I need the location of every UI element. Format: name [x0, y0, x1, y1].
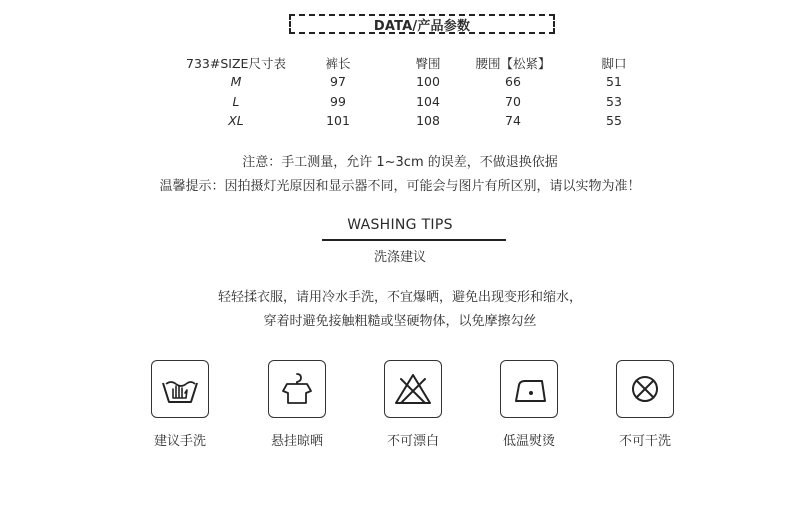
care-label: 低温熨烫 — [502, 434, 555, 449]
hang-dry-icon — [268, 360, 326, 418]
no-dry-clean-icon — [616, 360, 674, 418]
care-item-no-bleach — [363, 360, 463, 449]
care-item-hang-dry — [247, 360, 347, 449]
table-row — [0, 74, 800, 92]
header-hip: 臀围 — [415, 56, 441, 71]
hip-value: 104 — [416, 94, 440, 109]
care-icons-row — [0, 360, 800, 460]
care-description — [0, 286, 800, 334]
waist-value: 66 — [505, 74, 521, 89]
size-label: M — [230, 74, 242, 89]
low-iron-icon — [500, 360, 558, 418]
care-label: 不可漂白 — [386, 434, 439, 449]
care-description-line: 穿着时避免接触粗糙或坚硬物体，以免摩擦勾丝 — [263, 314, 537, 329]
care-label: 不可干洗 — [618, 434, 671, 449]
waist-value: 74 — [505, 113, 521, 128]
length-value: 99 — [330, 94, 346, 109]
washing-tips-title: WASHING TIPS — [347, 217, 453, 233]
size-table-header-row — [0, 54, 800, 72]
hem-value: 51 — [606, 74, 622, 89]
measurement-notes — [0, 151, 800, 199]
washing-tips-divider — [322, 239, 506, 241]
hip-value: 108 — [416, 113, 440, 128]
header-waist: 腰围【松紧】 — [475, 56, 551, 71]
length-value: 101 — [326, 113, 350, 128]
hip-value: 100 — [416, 74, 440, 89]
table-row — [0, 94, 800, 112]
size-label: L — [232, 94, 240, 109]
washing-tips-subtitle: 洗涤建议 — [373, 250, 426, 265]
care-item-no-dry-clean — [595, 360, 695, 449]
hem-value: 55 — [606, 113, 622, 128]
length-value: 97 — [330, 74, 346, 89]
no-bleach-icon — [384, 360, 442, 418]
care-item-hand-wash — [130, 360, 230, 449]
hand-wash-icon — [151, 360, 209, 418]
care-label: 悬挂晾晒 — [270, 434, 323, 449]
display-note: 温馨提示：因拍摄灯光原因和显示器不同，可能会与图片有所区别，请以实物为准！ — [159, 179, 641, 194]
size-label: XL — [228, 113, 244, 128]
measurement-note: 注意：手工测量，允许 1~3cm 的误差，不做退换依据 — [242, 155, 558, 170]
header-hem: 脚口 — [601, 56, 627, 71]
care-description-line: 轻轻揉衣服，请用冷水手洗，不宜爆晒，避免出现变形和缩水， — [217, 290, 582, 305]
hem-value: 53 — [606, 94, 622, 109]
care-label: 建议手洗 — [153, 434, 206, 449]
page-title-text: DATA/产品参数 — [373, 18, 471, 34]
waist-value: 70 — [505, 94, 521, 109]
header-size-chart: 733#SIZE尺寸表 — [186, 56, 286, 71]
page-title — [289, 14, 555, 34]
header-length: 裤长 — [325, 56, 351, 71]
care-item-low-iron — [479, 360, 579, 449]
table-row — [0, 113, 800, 131]
